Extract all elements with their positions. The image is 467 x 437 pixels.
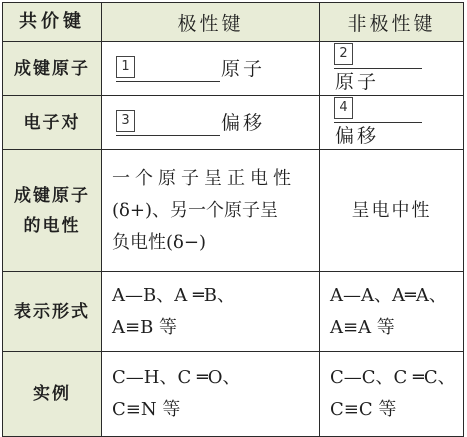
text-line: A—A、A═A、 <box>330 284 447 306</box>
label-line: 成键原子 <box>14 185 90 206</box>
polar-atom-charge-cell <box>102 150 320 272</box>
header-polar-bond: 极性键 <box>102 3 320 42</box>
blank-number-1: 1 <box>116 56 135 78</box>
blank-number-3: 3 <box>116 110 135 132</box>
suffix-text: 原子 <box>221 58 266 80</box>
nonpolar-electron-pair-cell <box>320 96 464 150</box>
text-line: 负电性(δ−) <box>112 231 206 253</box>
suffix-text: 偏移 <box>221 112 266 134</box>
text-line: C≡C 等 <box>330 399 397 420</box>
fill-blank-2[interactable] <box>334 42 422 69</box>
text-line: A≡A 等 <box>330 316 395 338</box>
fill-blank-1[interactable] <box>116 55 220 82</box>
polar-bonding-atoms-cell <box>102 42 320 96</box>
row-label-bonding-atoms: 成键原子 <box>3 42 102 96</box>
blank-number-2: 2 <box>334 43 353 65</box>
text-line: A≡B 等 <box>112 316 178 338</box>
row-electron-pair <box>3 96 464 150</box>
covalent-bond-table <box>2 2 464 437</box>
row-bonding-atoms <box>3 42 464 96</box>
nonpolar-atom-charge-cell: 呈电中性 <box>320 150 464 272</box>
blank-number-4: 4 <box>334 97 353 119</box>
row-representation <box>3 272 464 352</box>
row-atom-charge <box>3 150 464 272</box>
fill-blank-3[interactable] <box>116 109 220 136</box>
header-row <box>3 3 464 42</box>
text-line: (δ+)、另一个原子呈 <box>112 199 278 221</box>
row-label-atom-charge <box>3 150 102 272</box>
suffix-text: 原子 <box>335 71 380 93</box>
row-examples <box>3 352 464 437</box>
label-line: 的电性 <box>23 215 81 236</box>
nonpolar-representation-cell <box>320 272 464 352</box>
fill-blank-4[interactable] <box>334 96 422 123</box>
polar-electron-pair-cell <box>102 96 320 150</box>
text-line: C—H、C ═O、 <box>112 367 241 388</box>
row-label-examples: 实例 <box>3 352 102 437</box>
text-line: C—C、C ═C、 <box>330 367 456 388</box>
text-line: 一个原子呈正电性 <box>112 167 296 189</box>
row-label-electron-pair: 电子对 <box>3 96 102 150</box>
text-line: A—B、A ═B、 <box>112 284 236 306</box>
header-nonpolar-bond: 非极性键 <box>320 3 464 42</box>
text-line: C≡N 等 <box>112 399 181 420</box>
nonpolar-examples-cell <box>320 352 464 437</box>
polar-representation-cell <box>102 272 320 352</box>
suffix-text: 偏移 <box>335 125 380 147</box>
nonpolar-bonding-atoms-cell <box>320 42 464 96</box>
polar-examples-cell <box>102 352 320 437</box>
row-label-representation: 表示形式 <box>3 272 102 352</box>
header-covalent-bond: 共价键 <box>3 3 102 42</box>
